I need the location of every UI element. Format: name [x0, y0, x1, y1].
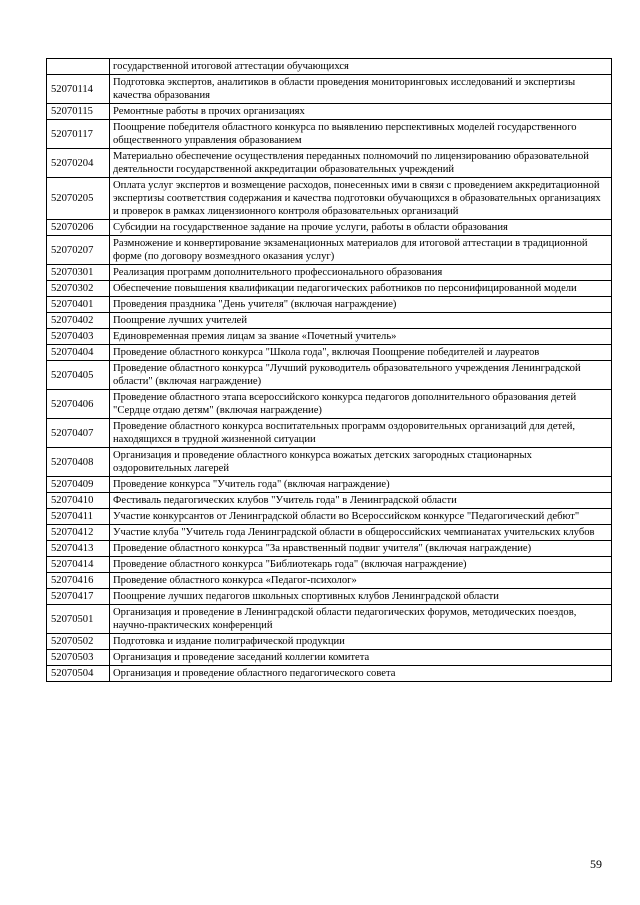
row-description: Организация и проведение областного педагогического совета — [110, 666, 612, 682]
table-row — [47, 297, 612, 313]
row-description: Единовременная премия лицам за звание «Почетный учитель» — [110, 329, 612, 345]
row-description: Оплата услуг экспертов и возмещение расходов, понесенных ими в связи с проведением аккредитационной экспертизы соответствия содержания и качества подготовки обучающихся в образовательных организациях и проверок в рамках лицензионного контроля образовательных организаций — [110, 178, 612, 220]
table-row — [47, 149, 612, 178]
row-description: Организация и проведение заседаний коллегии комитета — [110, 650, 612, 666]
row-code: 52070404 — [47, 345, 110, 361]
table-row — [47, 236, 612, 265]
row-description: Подготовка и издание полиграфической продукции — [110, 634, 612, 650]
row-code: 52070401 — [47, 297, 110, 313]
table-row — [47, 509, 612, 525]
row-description: Ремонтные работы в прочих организациях — [110, 104, 612, 120]
row-description: Участие клуба "Учитель года Ленинградской области в общероссийских чемпианатах учительских клубов — [110, 525, 612, 541]
row-code: 52070205 — [47, 178, 110, 220]
table-row — [47, 345, 612, 361]
row-code: 52070501 — [47, 605, 110, 634]
table-row — [47, 361, 612, 390]
row-description: Обеспечение повышения квалификации педагогических работников по персонифицированной модели — [110, 281, 612, 297]
row-code: 52070117 — [47, 120, 110, 149]
row-code: 52070503 — [47, 650, 110, 666]
row-description: Проведение областного конкурса «Педагог-психолог» — [110, 573, 612, 589]
table-row — [47, 104, 612, 120]
row-code: 52070302 — [47, 281, 110, 297]
table-row — [47, 573, 612, 589]
row-code: 52070207 — [47, 236, 110, 265]
row-code: 52070301 — [47, 265, 110, 281]
row-description: Проведение областного конкурса воспитательных программ оздоровительных организаций для детей, находящихся в трудной жизненной ситуации — [110, 419, 612, 448]
row-code: 52070406 — [47, 390, 110, 419]
row-code: 52070114 — [47, 75, 110, 104]
row-code: 52070409 — [47, 477, 110, 493]
row-description: Проведения праздника "День учителя" (включая награждение) — [110, 297, 612, 313]
budget-codes-table — [46, 58, 612, 682]
table-row — [47, 75, 612, 104]
row-code: 52070403 — [47, 329, 110, 345]
table-row — [47, 666, 612, 682]
table-row — [47, 525, 612, 541]
row-code: 52070417 — [47, 589, 110, 605]
row-code: 52070504 — [47, 666, 110, 682]
row-code: 52070405 — [47, 361, 110, 390]
table-row — [47, 589, 612, 605]
row-description: Проведение областного конкурса "За нравственный подвиг учителя" (включая награждение) — [110, 541, 612, 557]
row-description: Проведение конкурса "Учитель года" (включая награждение) — [110, 477, 612, 493]
table-row — [47, 541, 612, 557]
row-description: Поощрение лучших педагогов школьных спортивных клубов Ленинградской области — [110, 589, 612, 605]
row-code: 52070115 — [47, 104, 110, 120]
table-row — [47, 329, 612, 345]
row-code: 52070413 — [47, 541, 110, 557]
table-row — [47, 281, 612, 297]
table-row — [47, 477, 612, 493]
row-code: 52070206 — [47, 220, 110, 236]
row-description: Реализация программ дополнительного профессионального образования — [110, 265, 612, 281]
table-row — [47, 220, 612, 236]
row-description: Проведение областного конкурса "Школа года", включая Поощрение победителей и лауреатов — [110, 345, 612, 361]
row-description: Фестиваль педагогических клубов "Учитель года" в Ленинградской области — [110, 493, 612, 509]
row-description: Проведение областного конкурса "Библиотекарь года" (включая награждение) — [110, 557, 612, 573]
row-description: Подготовка экспертов, аналитиков в области проведения мониторинговых исследований и экспертизы качества образования — [110, 75, 612, 104]
table-body — [47, 59, 612, 682]
row-code: 52070402 — [47, 313, 110, 329]
row-description: Поощрение лучших учителей — [110, 313, 612, 329]
table-row — [47, 448, 612, 477]
row-code: 52070408 — [47, 448, 110, 477]
row-description: Участие конкурсантов от Ленинградской области во Всероссийском конкурсе "Педагогический дебют" — [110, 509, 612, 525]
row-description: государственной итоговой аттестации обучающихся — [110, 59, 612, 75]
row-code: 52070407 — [47, 419, 110, 448]
row-code: 52070416 — [47, 573, 110, 589]
row-description: Субсидии на государственное задание на прочие услуги, работы в области образования — [110, 220, 612, 236]
table-row — [47, 265, 612, 281]
row-code: 52070204 — [47, 149, 110, 178]
row-code: 52070411 — [47, 509, 110, 525]
row-description: Материально обеспечение осуществления переданных полномочий по лицензированию образовательной деятельности государственной аккредитации образовательных учреждений — [110, 149, 612, 178]
row-code: 52070502 — [47, 634, 110, 650]
row-code — [47, 59, 110, 75]
row-description: Проведение областного конкурса "Лучший руководитель образовательного учреждения Ленинградской области" (включая награждение) — [110, 361, 612, 390]
table-row — [47, 178, 612, 220]
row-description: Проведение областного этапа всероссийского конкурса педагогов дополнительного образования детей "Сердце отдаю детям" (включая награждение) — [110, 390, 612, 419]
table-row — [47, 59, 612, 75]
table-row — [47, 419, 612, 448]
table-row — [47, 493, 612, 509]
table-row — [47, 390, 612, 419]
row-description: Организация и проведение областного конкурса вожатых детских загородных стационарных оздоровительных лагерей — [110, 448, 612, 477]
row-description: Размножение и конвертирование экзаменационных материалов для итоговой аттестации в традиционной форме (по договору возмездного оказания услуг) — [110, 236, 612, 265]
table-row — [47, 605, 612, 634]
table-row — [47, 120, 612, 149]
row-description: Поощрение победителя областного конкурса по выявлению перспективных моделей государственного общественного управления образованием — [110, 120, 612, 149]
row-code: 52070410 — [47, 493, 110, 509]
row-code: 52070414 — [47, 557, 110, 573]
row-description: Организация и проведение в Ленинградской области педагогических форумов, методических поездов, научно-практических конференций — [110, 605, 612, 634]
table-row — [47, 557, 612, 573]
page-number: 59 — [590, 857, 602, 871]
table-row — [47, 650, 612, 666]
row-code: 52070412 — [47, 525, 110, 541]
table-row — [47, 313, 612, 329]
table-row — [47, 634, 612, 650]
